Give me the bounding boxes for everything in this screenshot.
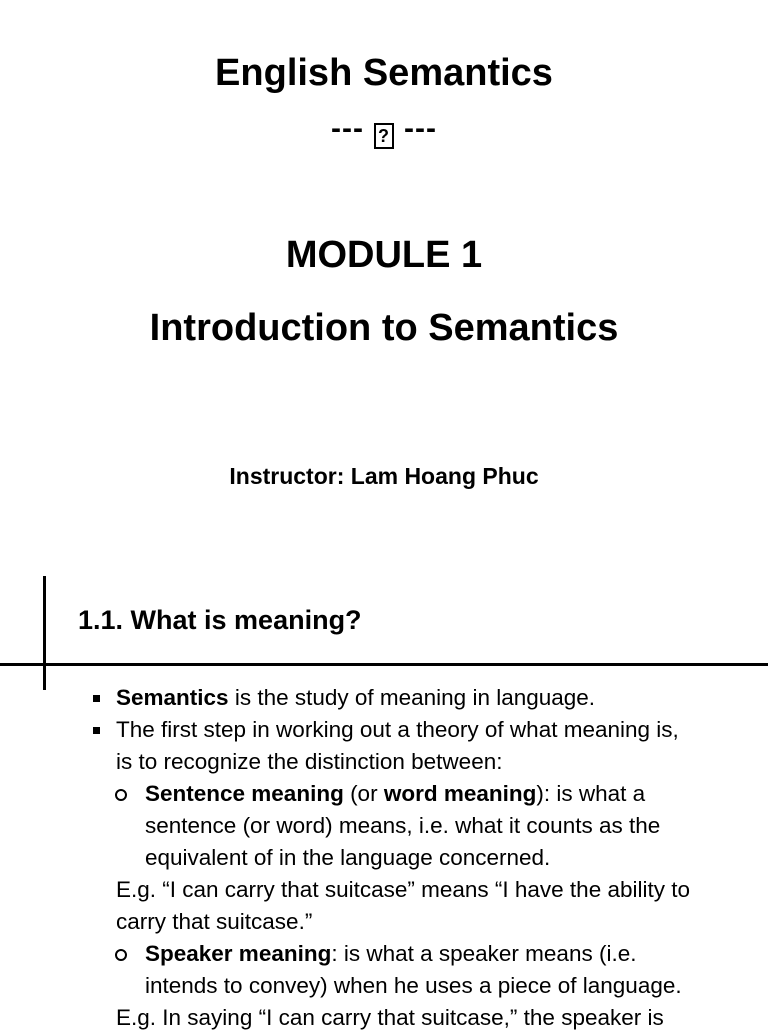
- bullet-text: is the study of meaning in language.: [228, 685, 596, 710]
- sub-bullet-continuation: equivalent of in the language concerned.: [145, 845, 551, 870]
- square-bullet-icon: [93, 695, 100, 702]
- section-body: [0, 682, 768, 1034]
- example-text: carry that suitcase.”: [116, 909, 313, 934]
- bullet-text: The first step in working out a theory of what meaning is,: [116, 717, 679, 742]
- term-word-meaning: word meaning: [383, 781, 537, 806]
- bullet-item: [0, 714, 768, 746]
- sub-bullet-text: (or: [343, 781, 384, 806]
- instructor-name: Instructor: Lam Hoang Phuc: [229, 463, 539, 489]
- term-semantics: Semantics: [116, 685, 229, 710]
- bullet-item: [0, 682, 768, 714]
- circle-bullet-icon: [115, 949, 127, 961]
- term-speaker-meaning: Speaker meaning: [145, 941, 332, 966]
- circle-bullet-icon: [115, 789, 127, 801]
- term-sentence-meaning: Sentence meaning: [145, 781, 344, 806]
- example-text: E.g. In saying “I can carry that suitcase,” the speaker is: [116, 1005, 664, 1030]
- divider-dashes-right: ---: [404, 112, 437, 145]
- divider-dashes-left: ---: [331, 112, 364, 145]
- sub-bullet-continuation: sentence (or word) means, i.e. what it counts as the: [145, 813, 661, 838]
- bullet-continuation: is to recognize the distinction between:: [116, 749, 503, 774]
- sub-bullet-item: [0, 778, 768, 810]
- square-bullet-icon: [93, 727, 100, 734]
- sub-bullet-item: [0, 938, 768, 970]
- example-text: E.g. “I can carry that suitcase” means “I have the ability to: [116, 877, 691, 902]
- title-divider: [0, 111, 768, 149]
- module-title: Introduction to Semantics: [149, 307, 619, 349]
- module-number: MODULE 1: [285, 234, 483, 276]
- missing-glyph-icon: ?: [374, 123, 394, 149]
- section-vertical-rule: [43, 576, 46, 690]
- sub-bullet-text: : is what a speaker means (i.e.: [331, 941, 637, 966]
- section-horizontal-rule: [0, 663, 768, 666]
- sub-bullet-continuation: intends to convey) when he uses a piece of language.: [145, 973, 682, 998]
- document-title: English Semantics: [215, 52, 553, 94]
- section-heading: 1.1. What is meaning?: [78, 605, 362, 635]
- sub-bullet-text: ): is what a: [536, 781, 646, 806]
